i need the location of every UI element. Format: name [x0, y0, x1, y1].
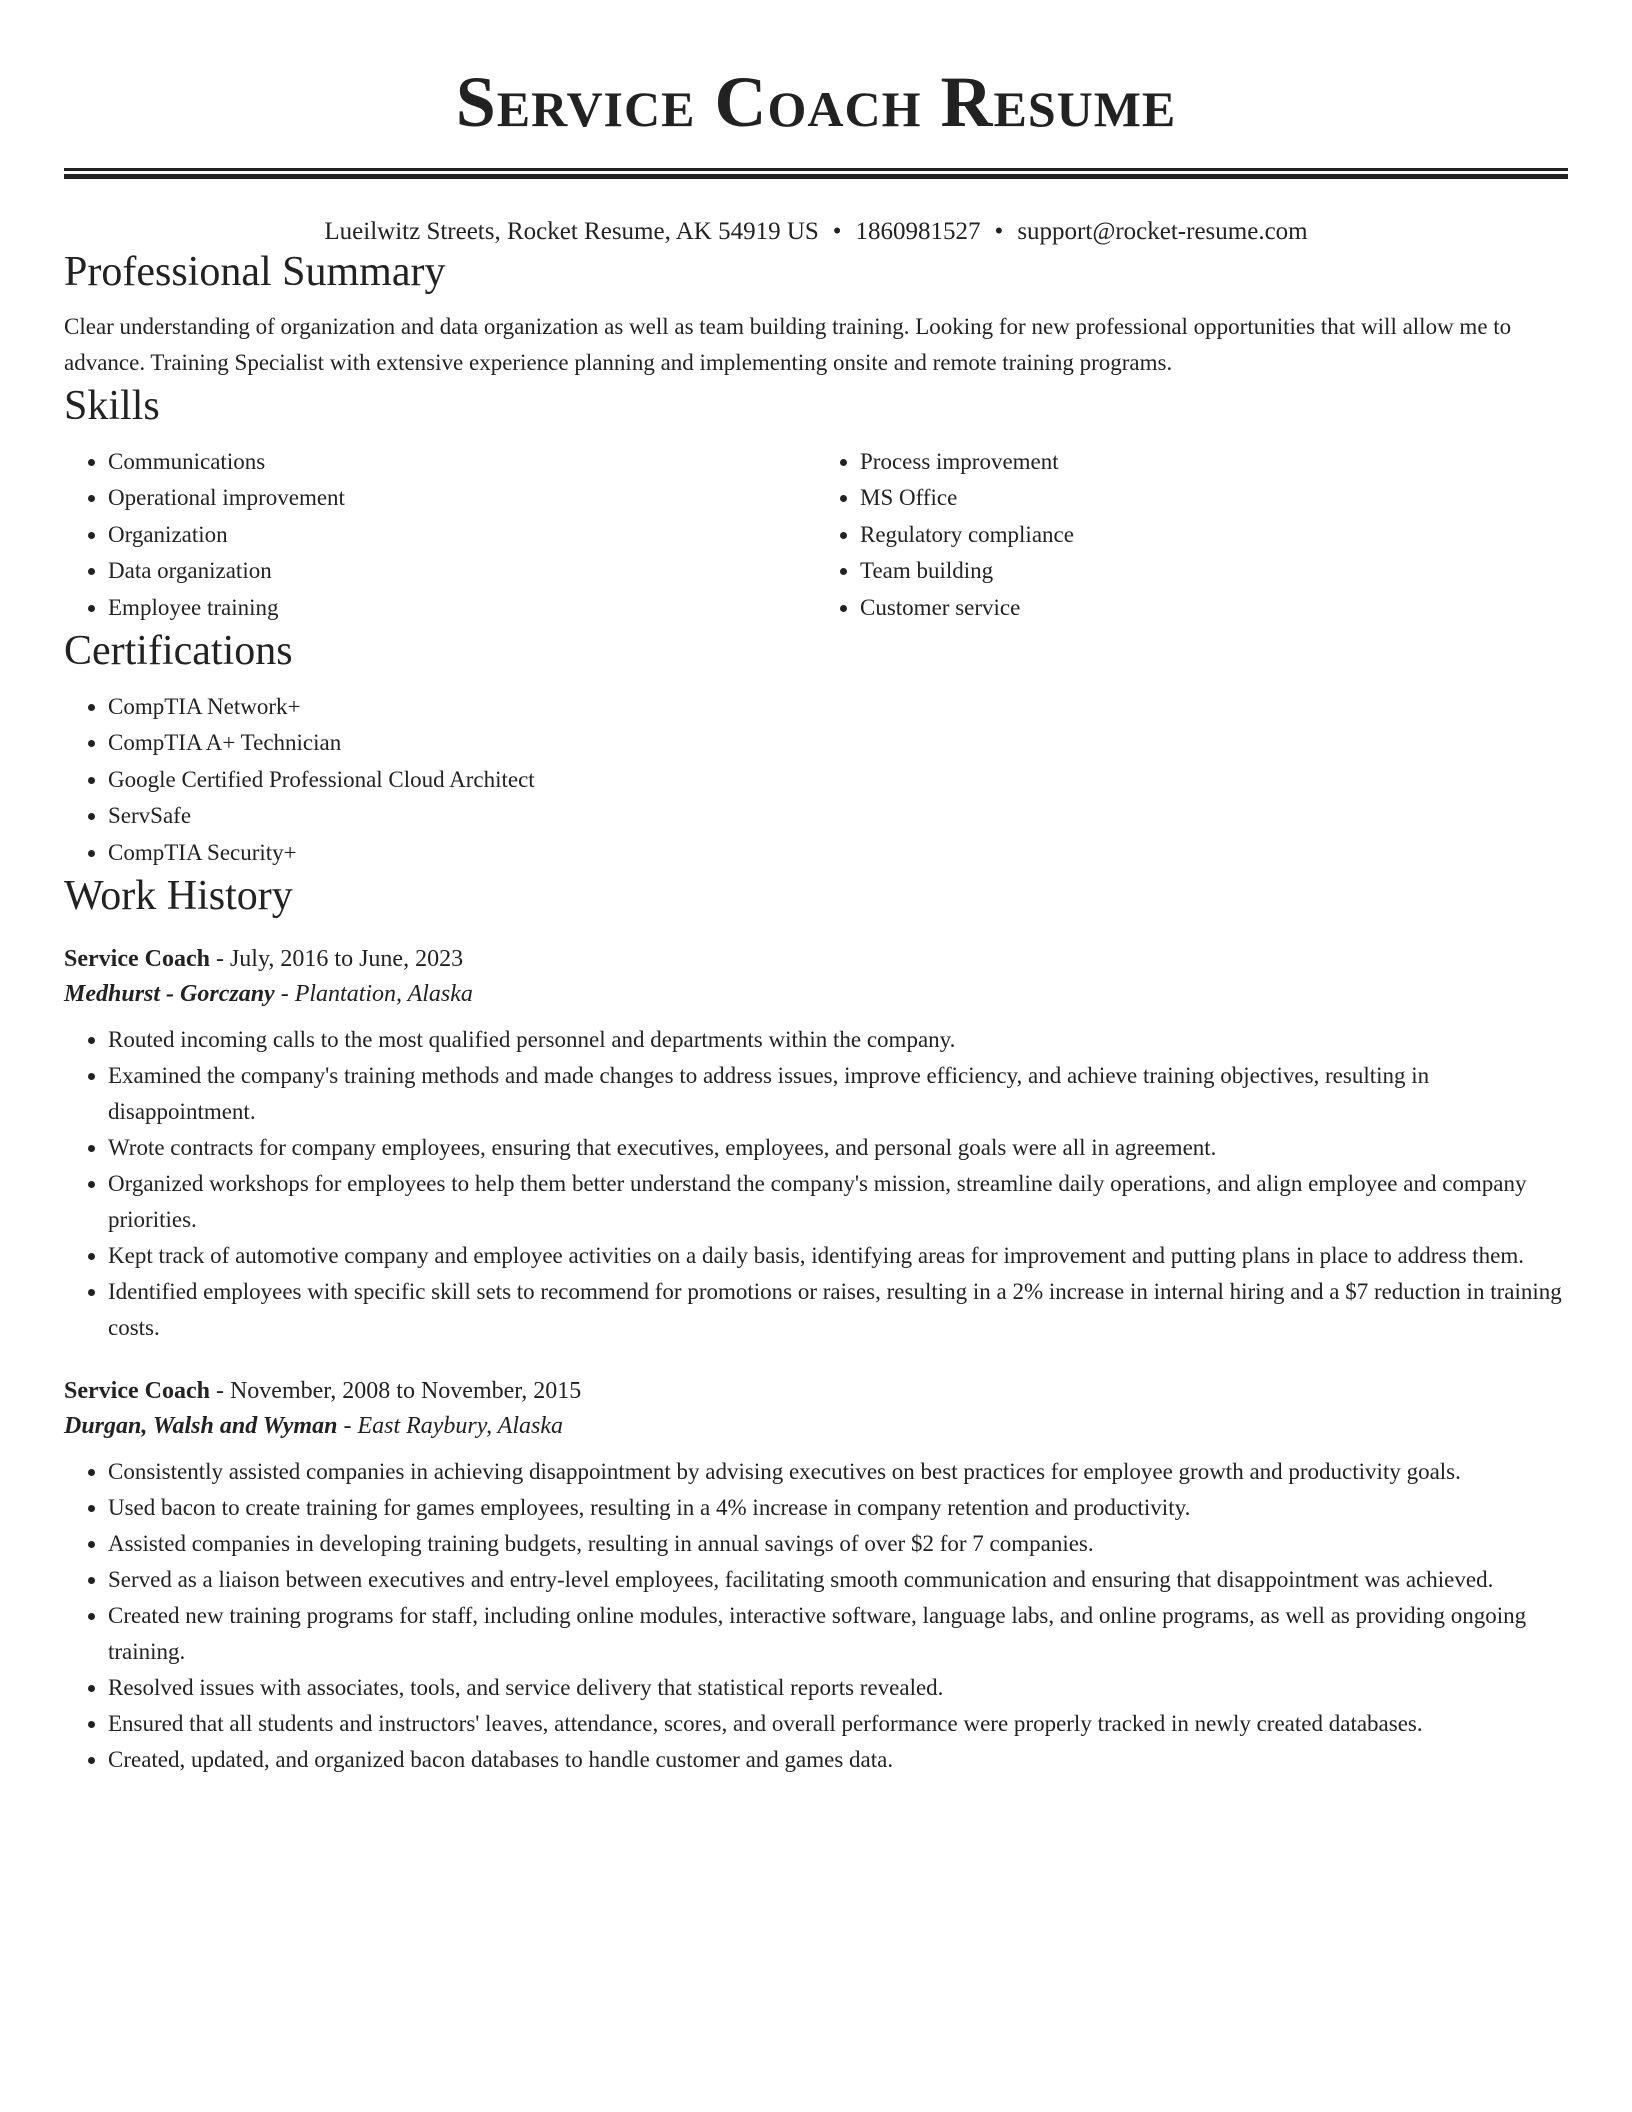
- job-role: Service Coach: [64, 945, 210, 972]
- job-location: - Plantation, Alaska: [274, 980, 473, 1007]
- skills-column-left: [64, 444, 816, 627]
- certifications-list: [64, 689, 1568, 872]
- certification-item: • CompTIA Network+: [108, 689, 1568, 726]
- job-bullet: • Served as a liaison between executives and entry-level employees, facilitating smooth communication and ensuring that disappointment was achieved.: [108, 1562, 1568, 1598]
- contact-separator: •: [832, 218, 842, 245]
- skill-item: • Team building: [860, 553, 1568, 590]
- summary-text: Clear understanding of organization and data organization as well as team building training. Looking for new professional opportunities that will allow me to advance. Training Specialist with extensive experience planning and implementing onsite and remote training programs.: [64, 314, 1512, 376]
- job-bullet: • Used bacon to create training for games employees, resulting in a 4% increase in company retention and productivity.: [108, 1490, 1568, 1526]
- job-company: Durgan, Walsh and Wyman: [64, 1413, 338, 1440]
- job-bullet: • Routed incoming calls to the most qualified personnel and departments within the company.: [108, 1022, 1568, 1058]
- job-dates: - November, 2008 to November, 2015: [209, 1377, 582, 1404]
- certification-item: • ServSafe: [108, 798, 1568, 835]
- contact-address: Lueilwitz Streets, Rocket Resume, AK 54919 US: [324, 218, 819, 245]
- job-bullet: • Ensured that all students and instructors' leaves, attendance, scores, and overall performance were properly tracked in newly created databases.: [108, 1706, 1568, 1742]
- skill-item: • Operational improvement: [108, 480, 816, 517]
- skill-item: • Employee training: [108, 590, 816, 627]
- job-bullet: • Assisted companies in developing training budgets, resulting in annual savings of over $2 for 7 companies.: [108, 1526, 1568, 1562]
- skills-heading: Skills: [64, 383, 160, 430]
- job-location: - East Raybury, Alaska: [337, 1413, 563, 1440]
- job-bullet: • Identified employees with specific skill sets to recommend for promotions or raises, resulting in a 2% increase in internal hiring and a $7 reduction in training costs.: [108, 1274, 1568, 1346]
- job-bullet: • Wrote contracts for company employees, ensuring that executives, employees, and personal goals were all in agreement.: [108, 1130, 1568, 1166]
- certification-item: • Google Certified Professional Cloud Architect: [108, 762, 1568, 799]
- job-title-line: [64, 944, 1568, 975]
- job-bullets: [64, 1022, 1568, 1346]
- job-role: Service Coach: [64, 1377, 210, 1404]
- skill-item: • Organization: [108, 517, 816, 554]
- skill-item: • Data organization: [108, 553, 816, 590]
- certification-item: • CompTIA A+ Technician: [108, 725, 1568, 762]
- skills-column-right: [816, 444, 1568, 627]
- skill-item: • Customer service: [860, 590, 1568, 627]
- skill-item: • Process improvement: [860, 444, 1568, 481]
- contact-separator: •: [994, 218, 1004, 245]
- skills-list: [64, 444, 1568, 627]
- skill-item: • Regulatory compliance: [860, 517, 1568, 554]
- certifications-heading: Certifications: [64, 628, 293, 675]
- title-double-rule: [64, 168, 1568, 179]
- job-bullet: • Resolved issues with associates, tools, and service delivery that statistical reports revealed.: [108, 1670, 1568, 1706]
- contact-phone: 1860981527: [855, 218, 981, 245]
- skill-item: • MS Office: [860, 480, 1568, 517]
- work-history-heading: Work History: [64, 873, 293, 920]
- job-dates: - July, 2016 to June, 2023: [209, 945, 464, 972]
- contact-email: support@rocket-resume.com: [1017, 218, 1308, 245]
- contact-line: [64, 217, 1568, 247]
- job-entry: [64, 1376, 1568, 1778]
- job-bullet: • Created new training programs for staff, including online modules, interactive software, language labs, and online programs, as well as providing ongoing training.: [108, 1598, 1568, 1670]
- certification-item: • CompTIA Security+: [108, 835, 1568, 872]
- job-bullet: • Kept track of automotive company and employee activities on a daily basis, identifying areas for improvement and putting plans in place to address them.: [108, 1238, 1568, 1274]
- job-company-line: [64, 1411, 1568, 1442]
- job-bullets: [64, 1454, 1568, 1778]
- job-bullet: • Created, updated, and organized bacon databases to handle customer and games data.: [108, 1742, 1568, 1778]
- job-title-line: [64, 1376, 1568, 1407]
- job-bullet: • Examined the company's training methods and made changes to address issues, improve efficiency, and achieve training objectives, resulting in disappointment.: [108, 1058, 1568, 1130]
- resume-title: Service Coach Resume: [455, 62, 1177, 142]
- summary-heading: Professional Summary: [64, 249, 446, 295]
- job-entry: [64, 944, 1568, 1346]
- job-bullet: • Organized workshops for employees to help them better understand the company's mission, streamline daily operations, and align employee and company priorities.: [108, 1166, 1568, 1238]
- skill-item: • Communications: [108, 444, 816, 481]
- job-company-line: [64, 979, 1568, 1010]
- job-company: Medhurst - Gorczany: [64, 980, 275, 1007]
- job-bullet: • Consistently assisted companies in achieving disappointment by advising executives on best practices for employee growth and productivity goals.: [108, 1454, 1568, 1490]
